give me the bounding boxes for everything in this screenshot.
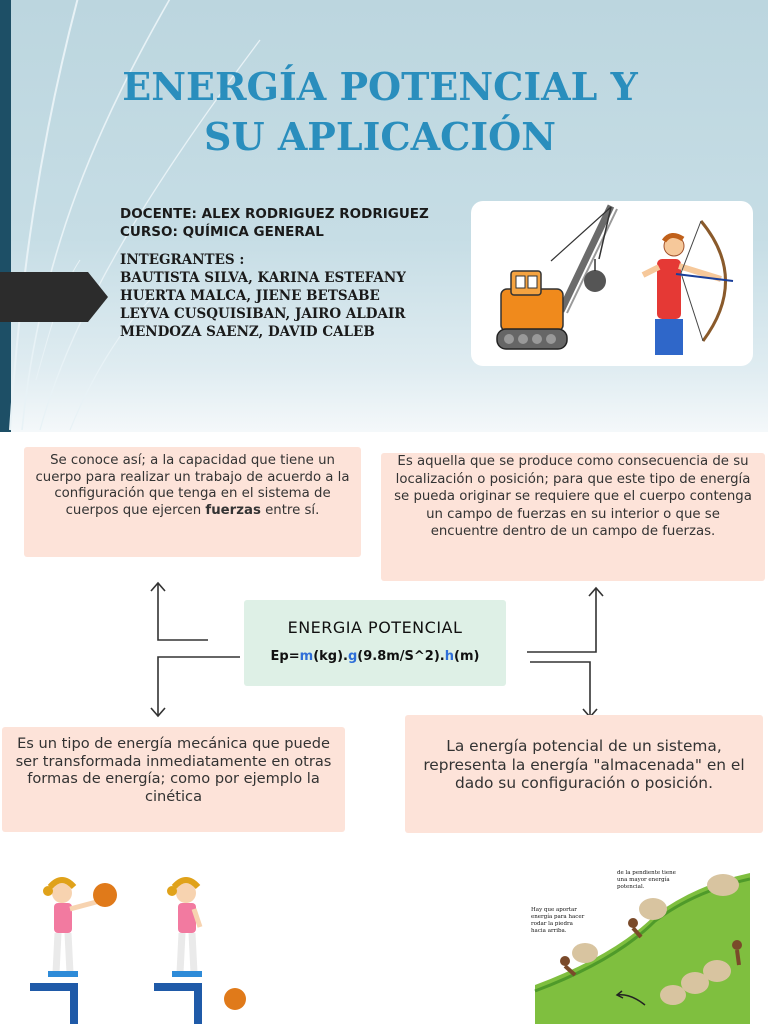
- formula-height-unit: (m): [454, 649, 480, 664]
- formula-height: h: [444, 649, 454, 664]
- definition-box: [24, 447, 361, 557]
- stored-energy-box: [405, 715, 763, 833]
- mechanical-energy-text: Es un tipo de energía mecánica que puede ser transformada inmediatamente en otras formas de energía; como por ejemplo la cinética: [15, 735, 332, 805]
- hill-label-top-2: una mayor energía: [617, 877, 670, 883]
- formula-prefix: Ep=: [270, 649, 300, 664]
- formula-gravity: g: [347, 649, 358, 664]
- member-2: HUERTA MALCA, JIENE BETSABE: [120, 288, 380, 304]
- definition-text: Se conoce así; a la capacidad que tiene un cuerpo para realizar un trabajo de acuerdo a la configuración que tenga en el sistema de cuerpos que ejercen: [35, 453, 350, 518]
- girl-dropping-ball-icon: [154, 880, 246, 1024]
- formula-mass: m: [299, 649, 314, 664]
- formula-gravity-unit: (9.8m/S^2).: [357, 649, 445, 664]
- course-line: CURSO: QUÍMICA GENERAL: [120, 224, 324, 240]
- hill-label-top-1: de la pendiente tiene: [617, 870, 676, 876]
- stored-energy-text: La energía potencial de un sistema, representa la energía "almacenada" en el dado su configuración o posición.: [423, 737, 745, 792]
- energy-formula: [244, 649, 506, 664]
- origin-text: Es aquella que se produce como consecuencia de su localización o posición; para que este tipo de energía se pueda originar se requiere que el cuerpo contenga un campo de fuerzas en su interior o que se encuentre dentro de un campo de fuerzas.: [394, 454, 752, 539]
- definition-bold-word: fuerzas: [205, 502, 261, 518]
- girl-holding-ball-icon: [30, 880, 117, 1024]
- member-1: BAUTISTA SILVA, KARINA ESTEFANY: [120, 270, 406, 286]
- mechanical-energy-box: [2, 727, 345, 832]
- member-3: LEYVA CUSQUISIBAN, JAIRO ALDAIR: [120, 306, 406, 322]
- teacher-line: DOCENTE: ALEX RODRIGUEZ RODRIGUEZ: [120, 206, 429, 222]
- hill-label-left-4: hacia arriba.: [531, 928, 567, 934]
- central-concept-box: [244, 600, 506, 686]
- title-line-1: ENERGÍA POTENCIAL Y: [122, 64, 638, 109]
- hill-label-left-1: Hay que aportar: [531, 907, 577, 913]
- origin-box: [381, 453, 765, 581]
- hill-label-left-2: energía para hacer: [531, 914, 585, 920]
- member-4: MENDOZA SAENZ, DAVID CALEB: [120, 324, 375, 340]
- title-line-2: SU APLICACIÓN: [204, 114, 556, 159]
- hill-label-left-3: rodar la piedra: [531, 921, 573, 927]
- rock-icon: [572, 943, 598, 963]
- formula-mass-unit: (kg).: [313, 649, 348, 664]
- hill-rock-illustration: [525, 865, 750, 1024]
- girl-ball-illustration: [20, 865, 260, 1024]
- members-label: INTEGRANTES :: [120, 252, 245, 268]
- central-concept-title: ENERGIA POTENCIAL: [287, 618, 463, 637]
- definition-text-end: entre sí.: [260, 502, 320, 518]
- hill-label-top-3: potencial.: [617, 884, 645, 890]
- person-pushing-icon: [560, 956, 570, 966]
